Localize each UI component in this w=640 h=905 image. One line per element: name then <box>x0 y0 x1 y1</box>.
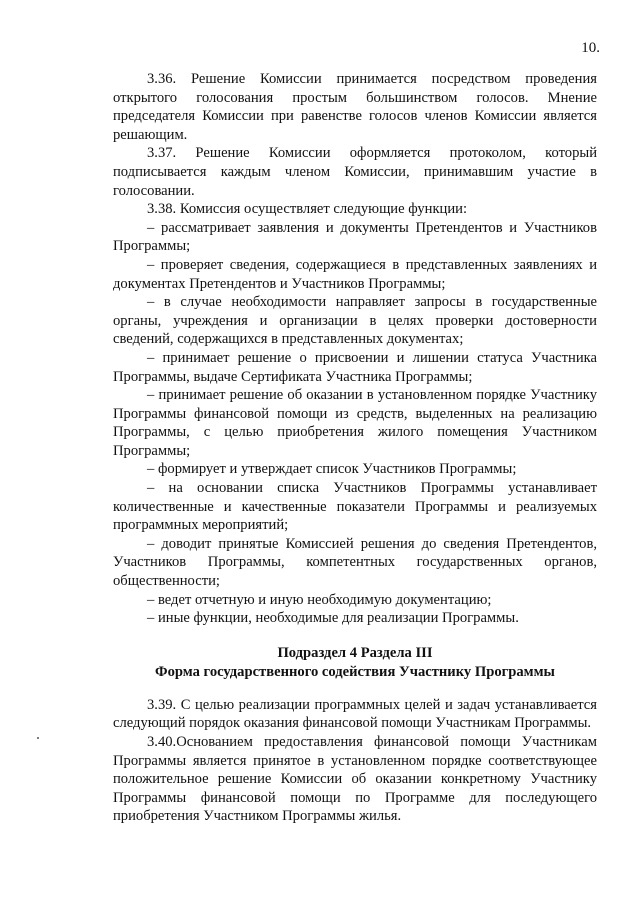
function-item: – ведет отчетную и иную необходимую документацию; <box>147 591 492 608</box>
function-item: – иные функции, необходимые для реализации Программы. <box>147 610 519 627</box>
paragraph-3-38: 3.38. Комиссия осуществляет следующие функции: <box>147 201 468 218</box>
scan-speck <box>37 737 39 739</box>
function-item: – формирует и утверждает список Участников Программы; <box>147 461 517 478</box>
function-item: – рассматривает заявления и документы Претендентов и Участников Программы; <box>113 219 597 255</box>
function-item: – в случае необходимости направляет запросы в государственные органы, учреждения и организации в целях проверки достоверности сведений, содержащихся в представленных документах; <box>113 294 597 348</box>
function-item: – проверяет сведения, содержащиеся в представленных заявлениях и документах Претендентов и Участников Программы; <box>113 256 597 292</box>
function-item: – на основании списка Участников Программы устанавливает количественные и качественные показатели Программы и реализуемых программных мероприятий; <box>113 480 597 534</box>
function-item: – доводит принятые Комиссией решения до сведения Претендентов, Участников Программы, компетентных государственных органов, общественности; <box>113 535 597 590</box>
paragraph-3-37: 3.37. Решение Комиссии оформляется протоколом, который подписывается каждым членом Комиссии, принимавшим участие в голосовании. <box>113 145 597 199</box>
paragraph-3-40: 3.40.Основанием предоставления финансовой помощи Участникам Программы является принятое в установленном порядке соответствующее положительное решение Комиссии об оказании конкретному Участнику Программы финансовой помощи по Программе для последующего приобретения Участником Программы жилья. <box>113 734 597 825</box>
function-item: – принимает решение о присвоении и лишении статуса Участника Программы, выдаче Сертификата Участника Программы; <box>113 349 597 385</box>
section-heading <box>113 644 597 682</box>
document-body <box>113 70 597 826</box>
page-number: 10. <box>581 40 600 56</box>
function-item: – принимает решение об оказании в установленном порядке Участнику Программы финансовой помощи из средств, выделенных на реализацию Программы, с целью приобретения жилого помещения Участником Программы; <box>113 387 597 459</box>
paragraph-3-39: 3.39. С целью реализации программных целей и задач устанавливается следующий порядок оказания финансовой помощи Участникам Программы. <box>113 696 597 732</box>
section-heading-line2: Форма государственного содействия Участнику Программы <box>155 663 555 680</box>
paragraph-3-36: 3.36. Решение Комиссии принимается посредством проведения открытого голосования простым большинством голосов. Мнение председателя Комиссии при равенстве голосов членов Комиссии является решающим. <box>113 71 597 143</box>
section-heading-line1: Подраздел 4 Раздела III <box>277 644 433 661</box>
